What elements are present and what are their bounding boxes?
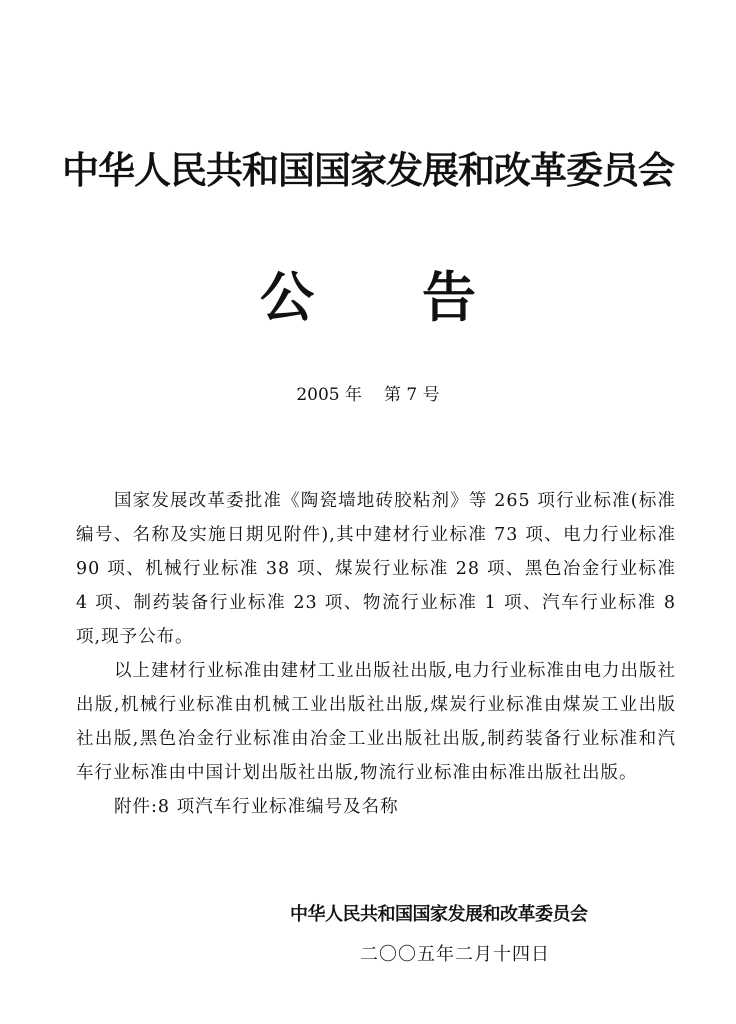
signing-date: 二〇〇五年二月十四日: [360, 944, 550, 965]
body-paragraph-1: 国家发展改革委批准《陶瓷墙地砖胶粘剂》等 265 项行业标准(标准编号、名称及实施日期见附件),其中建材行业标准 73 项、电力行业标准 90 项、机械行业标准 38 项、煤炭行业标准 28 项、黑色冶金行业标准 4 项、制药装备行业标准 23 项、物流行业标准 1 项、汽车行业标准 8 项,现予公布。: [76, 491, 676, 647]
document-year: 2005 年: [296, 385, 363, 405]
signing-organization: 中华人民共和国国家发展和改革委员会: [290, 904, 588, 925]
body-paragraph-2: 以上建材行业标准由建材工业出版社出版,电力行业标准由电力出版社出版,机械行业标准由机械工业出版社出版,煤炭行业标准由煤炭工业出版社出版,黑色冶金行业标准由冶金工业出版社出版,制药装备行业标准和汽车行业标准由中国计划出版社出版,物流行业标准由标准出版社出版。: [76, 661, 676, 783]
announcement-body: [76, 484, 676, 824]
organization-title: 中华人民共和国国家发展和改革委员会: [62, 148, 674, 192]
document-number: [0, 380, 736, 405]
document-type-heading: 公告: [260, 265, 584, 329]
document-issue-number: 第 7 号: [384, 385, 440, 405]
attachment-note: 附件:8 项汽车行业标准编号及名称: [114, 797, 399, 817]
